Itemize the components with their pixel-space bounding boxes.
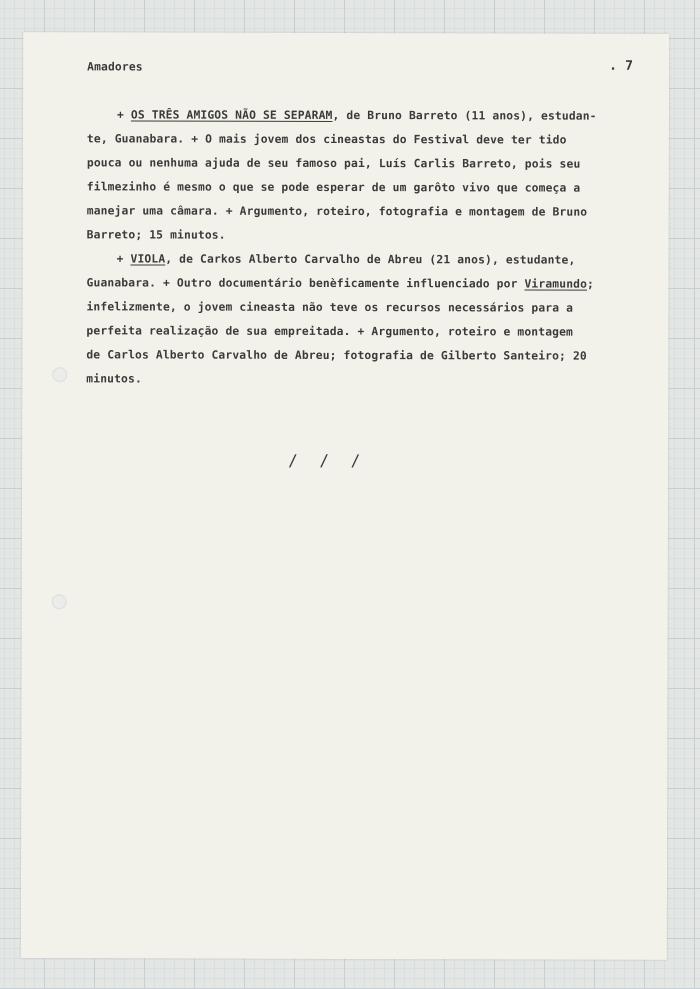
text-span: , de Carkos Alberto Carvalho de Abreu (21 anos), estudante, — [165, 252, 576, 267]
text-line: te, Guanabara. + O mais jovem dos cineastas do Festival deve ter tido — [86, 132, 567, 147]
text-line: infelizmente, o jovem cineasta não teve os recursos necessários para a — [86, 300, 574, 315]
page-number: . 7 — [609, 58, 634, 74]
text-line: Barreto; 15 minutos. — [86, 228, 226, 242]
document-page — [21, 32, 669, 960]
bullet: + — [116, 108, 131, 122]
text-span: , de Bruno Barreto (11 anos), estudan- — [332, 108, 597, 123]
text-line: pouca ou nenhuma ajuda de seu famoso pai, Luís Carlis Barreto, pois seu — [86, 156, 581, 171]
film-title: OS TRÊS AMIGOS NÃO SE SEPARAM — [130, 108, 333, 122]
bullet: + — [116, 252, 131, 266]
text-line: de Carlos Alberto Carvalho de Abreu; fotografia de Gilberto Santeiro; 20 — [86, 348, 587, 363]
text-line — [117, 252, 576, 266]
section-separator: / / / — [288, 450, 367, 471]
text-line: perfeita realização de sua empreitada. + Argumento, roteiro e montagem — [86, 324, 574, 339]
text-line: manejar uma câmara. + Argumento, roteiro, fotografia e montagem de Bruno — [86, 204, 588, 219]
text-line: filmezinho é mesmo o que se pode esperar de um garôto vivo que começa a — [86, 180, 581, 195]
text-span: ; — [587, 277, 595, 291]
text-line — [117, 108, 597, 122]
text-line: minutos. — [86, 372, 142, 386]
section-heading: Amadores — [87, 60, 143, 74]
text-line — [87, 276, 594, 290]
film-title: Viramundo — [524, 277, 588, 291]
text-span: Guanabara. + Outro documentário benèficamente influenciado por — [86, 276, 525, 291]
film-title: VIOLA — [130, 252, 166, 266]
punch-hole — [52, 594, 67, 609]
punch-hole — [52, 367, 67, 382]
